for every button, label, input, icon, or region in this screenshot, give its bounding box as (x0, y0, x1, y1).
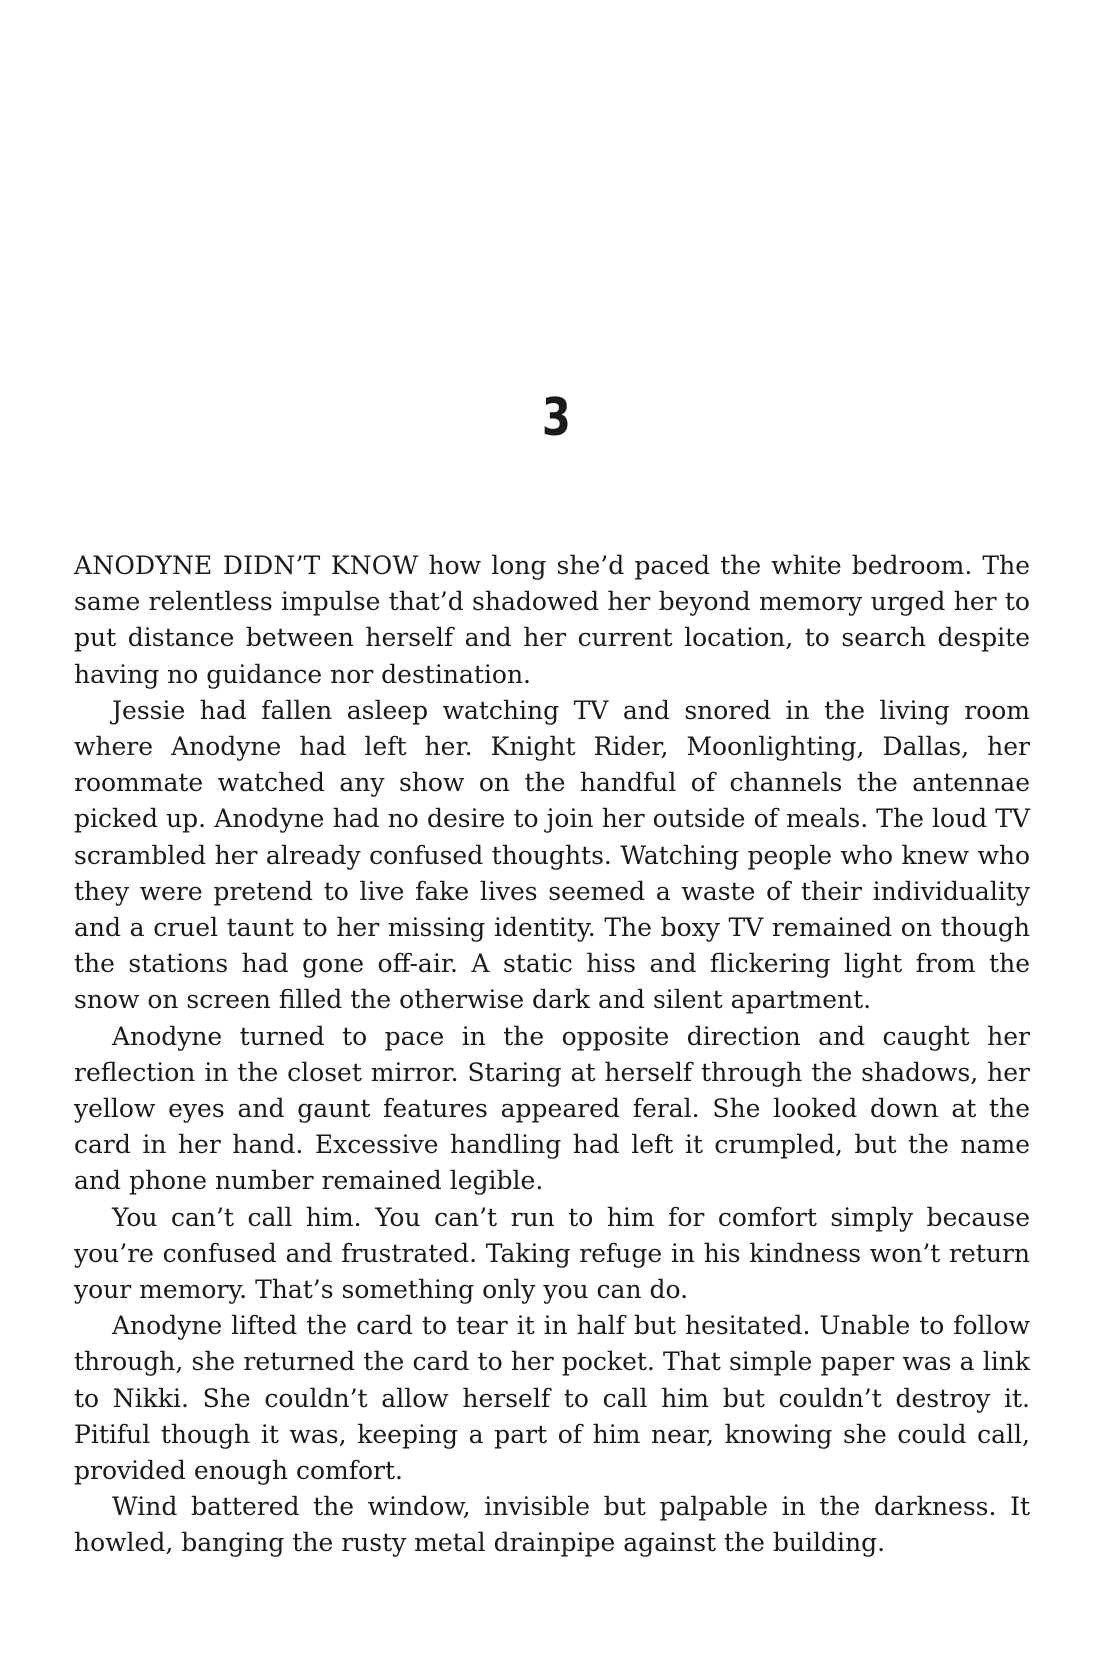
paragraph: Anodyne lifted the card to tear it in half but hesitated. Unable to follow through, she returned the card to her pocket. That simple paper was a link to Nikki. She couldn’t allow herself to call him but couldn’t destroy it. Pitiful though it was, keeping a part of him near, knowing she could call, provided enough comfort. (74, 1311, 1030, 1486)
paragraph-text: how long she’d paced the white bedroom. The same relentless impulse that’d shadowed her beyond memory urged her to put distance between herself and her current location, to search despite having no guidance nor destination. (74, 551, 1030, 689)
paragraph: Jessie had fallen asleep watching TV and snored in the living room where Anodyne had left her. Knight Rider, Moonlighting, Dallas, her roommate watched any show on the handful of channels the antennae picked up. Anodyne had no desire to join her outside of meals. The loud TV scrambled her already confused thoughts. Watching people who knew who they were pretend to live fake lives seemed a waste of their individuality and a cruel taunt to her missing identity. The boxy TV remained on though the stations had gone off-air. A static hiss and flickering light from the snow on screen filled the otherwise dark and silent apartment. (74, 695, 1030, 1015)
paragraph: You can’t call him. You can’t run to him for comfort simply because you’re confused and frustrated. Taking refuge in his kindness won’t return your memory. That’s something only you can do. (74, 1202, 1030, 1305)
paragraph (74, 548, 1030, 693)
paragraph-lead-in: ANODYNE DIDN’T KNOW (74, 551, 419, 580)
paragraph: Anodyne turned to pace in the opposite direction and caught her reflection in the closet mirror. Staring at herself through the shadows, her yellow eyes and gaunt features appeared feral. She looked down at the card in her hand. Excessive handling had left it crumpled, but the name and phone number remained legible. (74, 1021, 1030, 1196)
paragraph: Wind battered the window, invisible but palpable in the darkness. It howled, banging the rusty metal drainpipe against the building. (74, 1492, 1030, 1558)
chapter-body (74, 548, 1030, 1562)
chapter-number: 3 (541, 388, 571, 448)
